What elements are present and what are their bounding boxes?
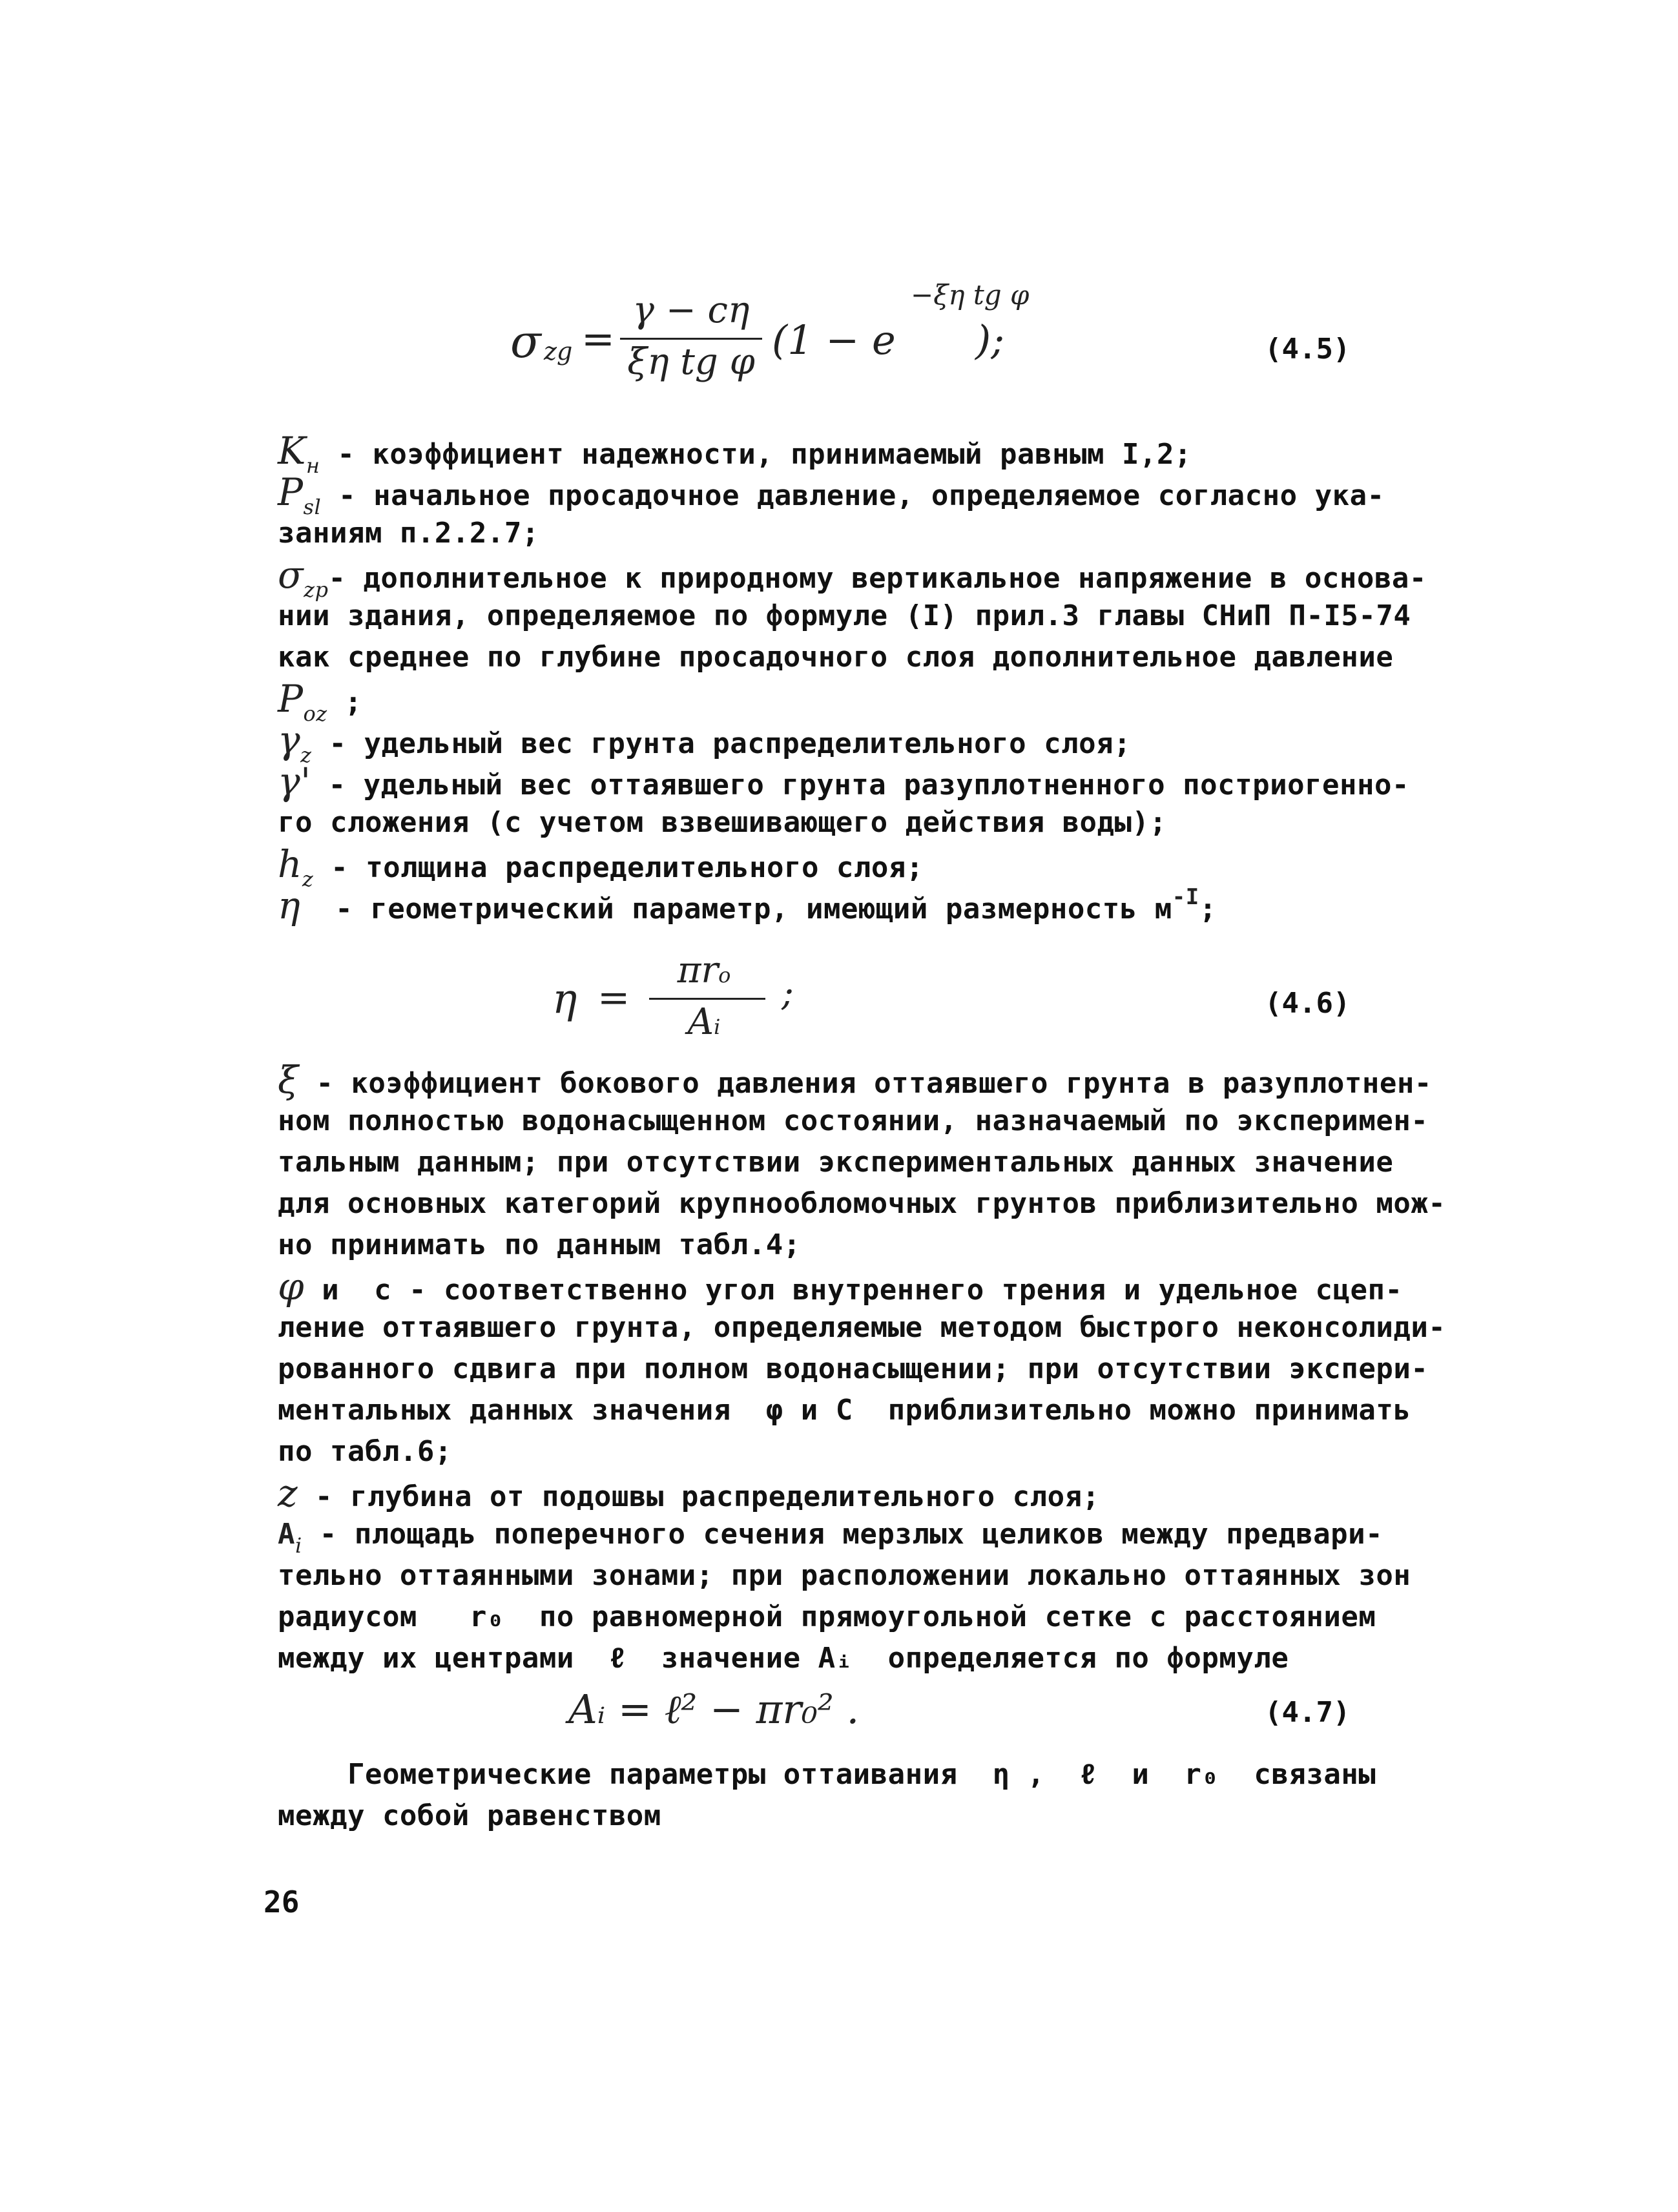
formula-4-5-lhs: σ	[510, 315, 541, 368]
def-symbol: K	[278, 429, 306, 473]
def-text: го сложения (с учетом взвешивающего действия воды);	[278, 806, 1167, 839]
formula-4-5-number: (4.5)	[1265, 333, 1351, 366]
formula-4-6-den-text: A	[687, 1001, 714, 1043]
def-text: - геометрический параметр, имеющий размерность м	[300, 893, 1172, 925]
def-text: ление оттаявшего грунта, определяемые методом быстрого неконсолиди-	[278, 1311, 1446, 1344]
def-symbol: z	[278, 1471, 298, 1515]
def-line-xi-cont1	[278, 1101, 1428, 1142]
def-text: заниям п.2.2.7;	[278, 517, 539, 550]
def-line-hz	[278, 843, 924, 891]
def-line-xi-cont3	[278, 1183, 1445, 1225]
def-symbol: P	[278, 677, 304, 721]
formula-4-7-number: (4.7)	[1265, 1696, 1351, 1729]
closing-line-2: между собой равенством	[278, 1799, 661, 1832]
def-symbol-sub: i	[295, 1533, 302, 1558]
def-symbol: ξ	[278, 1058, 299, 1102]
def-line-ai-cont2	[278, 1597, 1376, 1638]
def-text: - толщина распределительного слоя;	[313, 851, 924, 884]
formula-4-5-denominator: ξη tg φ	[627, 341, 755, 383]
def-symbol-sub: н	[306, 453, 320, 478]
formula-4-5-fraction-bar	[620, 338, 762, 340]
formula-4-6-tail: ;	[782, 972, 794, 1014]
def-line-phi-c-cont2	[278, 1349, 1428, 1390]
def-text: - коэффициент бокового давления оттаявшего грунта в разуплотнен-	[298, 1067, 1432, 1100]
def-text: - удельный вес грунта распределительного слоя;	[311, 727, 1132, 760]
def-line-phi-c-cont1	[278, 1307, 1445, 1349]
def-line-phi-c	[278, 1266, 1403, 1311]
def-text: ;	[327, 686, 362, 719]
def-text: - удельный вес оттаявшего грунта разуплотненного постриогенно-	[311, 769, 1409, 801]
def-line-xi	[278, 1059, 1432, 1104]
unit-tail: ;	[1199, 893, 1217, 925]
def-line-g-prime	[278, 761, 1409, 806]
formula-4-5-eq: =	[581, 315, 615, 362]
def-line-z	[278, 1473, 1100, 1518]
def-text: но принимать по данным табл.4;	[278, 1228, 801, 1261]
def-line-psl	[278, 471, 1385, 519]
def-line-phi-c-cont4	[278, 1431, 452, 1473]
def-symbol-sub: oz	[303, 701, 327, 726]
closing-line-1: Геометрические параметры оттаивания η , ℓ и r₀ связаны	[278, 1758, 1376, 1791]
def-text: рованного сдвига при полном водонасыщении; при отсутствии экспери-	[278, 1352, 1429, 1385]
unit-exponent: -I	[1172, 884, 1199, 910]
formula-4-6-eq: =	[597, 975, 630, 1020]
def-line-ai-cont3	[278, 1638, 1289, 1679]
def-line-xi-cont2	[278, 1142, 1393, 1183]
def-text: ном полностью водонасыщенном состоянии, назначаемый по эксперимен-	[278, 1104, 1429, 1137]
def-line-psl-cont	[278, 513, 539, 554]
formula-4-6-denominator	[649, 1001, 759, 1043]
def-line-szp	[278, 554, 1427, 601]
def-text: для основных категорий крупнообломочных грунтов приблизительно мож-	[278, 1187, 1446, 1220]
def-text: тальным данным; при отсутствии экспериментальных данных значение	[278, 1146, 1394, 1179]
def-symbol-sub: sl	[303, 495, 322, 519]
def-line-g-prime-cont	[278, 802, 1167, 843]
def-text: между их центрами ℓ значение Aᵢ определяется по формуле	[278, 1642, 1289, 1675]
def-symbol: σ	[278, 553, 304, 597]
formula-4-6-lhs: η	[552, 975, 577, 1023]
def-symbol: η	[278, 884, 301, 927]
formula-4-5-paren: (1 − e	[772, 316, 896, 364]
def-line-eta	[278, 885, 1217, 932]
def-symbol-sub: z	[302, 867, 314, 891]
def-line-szp-cont2	[278, 637, 1393, 678]
formula-4-5-numerator: γ − cη	[632, 289, 750, 331]
def-line-phi-c-cont3	[278, 1390, 1411, 1431]
def-symbol: h	[278, 842, 302, 886]
def-text: нии здания, определяемое по формуле (I) прил.3 главы СНиП П-I5-74	[278, 599, 1411, 632]
def-symbol-sub: zp	[304, 577, 329, 602]
formula-4-5-close: );	[975, 316, 1005, 364]
def-symbol: P	[278, 470, 304, 514]
page-number: 26	[264, 1885, 300, 1919]
def-text: - дополнительное к природному вертикальное напряжение в основа-	[328, 562, 1427, 595]
def-text: по табл.6;	[278, 1435, 452, 1468]
def-line-xi-cont4	[278, 1225, 801, 1266]
def-symbol-sub: z	[300, 743, 312, 767]
def-text: - коэффициент надежности, принимаемый равным I,2;	[320, 438, 1192, 471]
def-line-szp-cont1	[278, 595, 1411, 637]
formula-4-6-num-sub: o	[718, 963, 731, 987]
def-symbol: γ	[278, 718, 301, 762]
formula-4-5-exponent: −ξη tg φ	[911, 279, 1030, 311]
formula-4-6-number: (4.6)	[1265, 987, 1351, 1020]
def-text: - начальное просадочное давление, определяемое согласно ука-	[321, 479, 1385, 512]
def-line-ai-cont1	[278, 1555, 1411, 1597]
def-line-gz	[278, 719, 1131, 767]
def-line-ai	[278, 1514, 1383, 1557]
formula-4-6-numerator	[649, 949, 759, 991]
def-text: - глубина от подошвы распределительного слоя;	[298, 1480, 1100, 1513]
def-text: тельно оттаянными зонами; при расположении локально оттаянных зон	[278, 1559, 1411, 1592]
def-text: радиусом r₀ по равномерной прямоугольной сетке с расстоянием	[278, 1600, 1376, 1633]
def-symbol: A	[278, 1518, 295, 1551]
def-text: - площадь поперечного сечения мерзлых целиков между предвари-	[302, 1518, 1383, 1551]
formula-4-6-fraction-bar	[649, 998, 765, 1000]
formula-4-7-expression: Aᵢ = ℓ² − πr₀² .	[568, 1686, 860, 1733]
def-text: и c - соответственно угол внутреннего трения и удельное сцеп-	[304, 1274, 1403, 1307]
def-line-k	[278, 430, 1192, 477]
formula-4-5-lhs-sub: zg	[544, 337, 573, 366]
formula-4-6-den-sub: i	[714, 1015, 721, 1039]
def-text: ментальных данных значения φ и С приблизительно можно принимать	[278, 1394, 1411, 1427]
formula-4-6-num-text: πr	[677, 949, 719, 991]
def-text: как среднее по глубине просадочного слоя дополнительное давление	[278, 641, 1394, 674]
def-symbol: φ	[278, 1265, 305, 1308]
def-symbol: γ'	[278, 760, 311, 803]
